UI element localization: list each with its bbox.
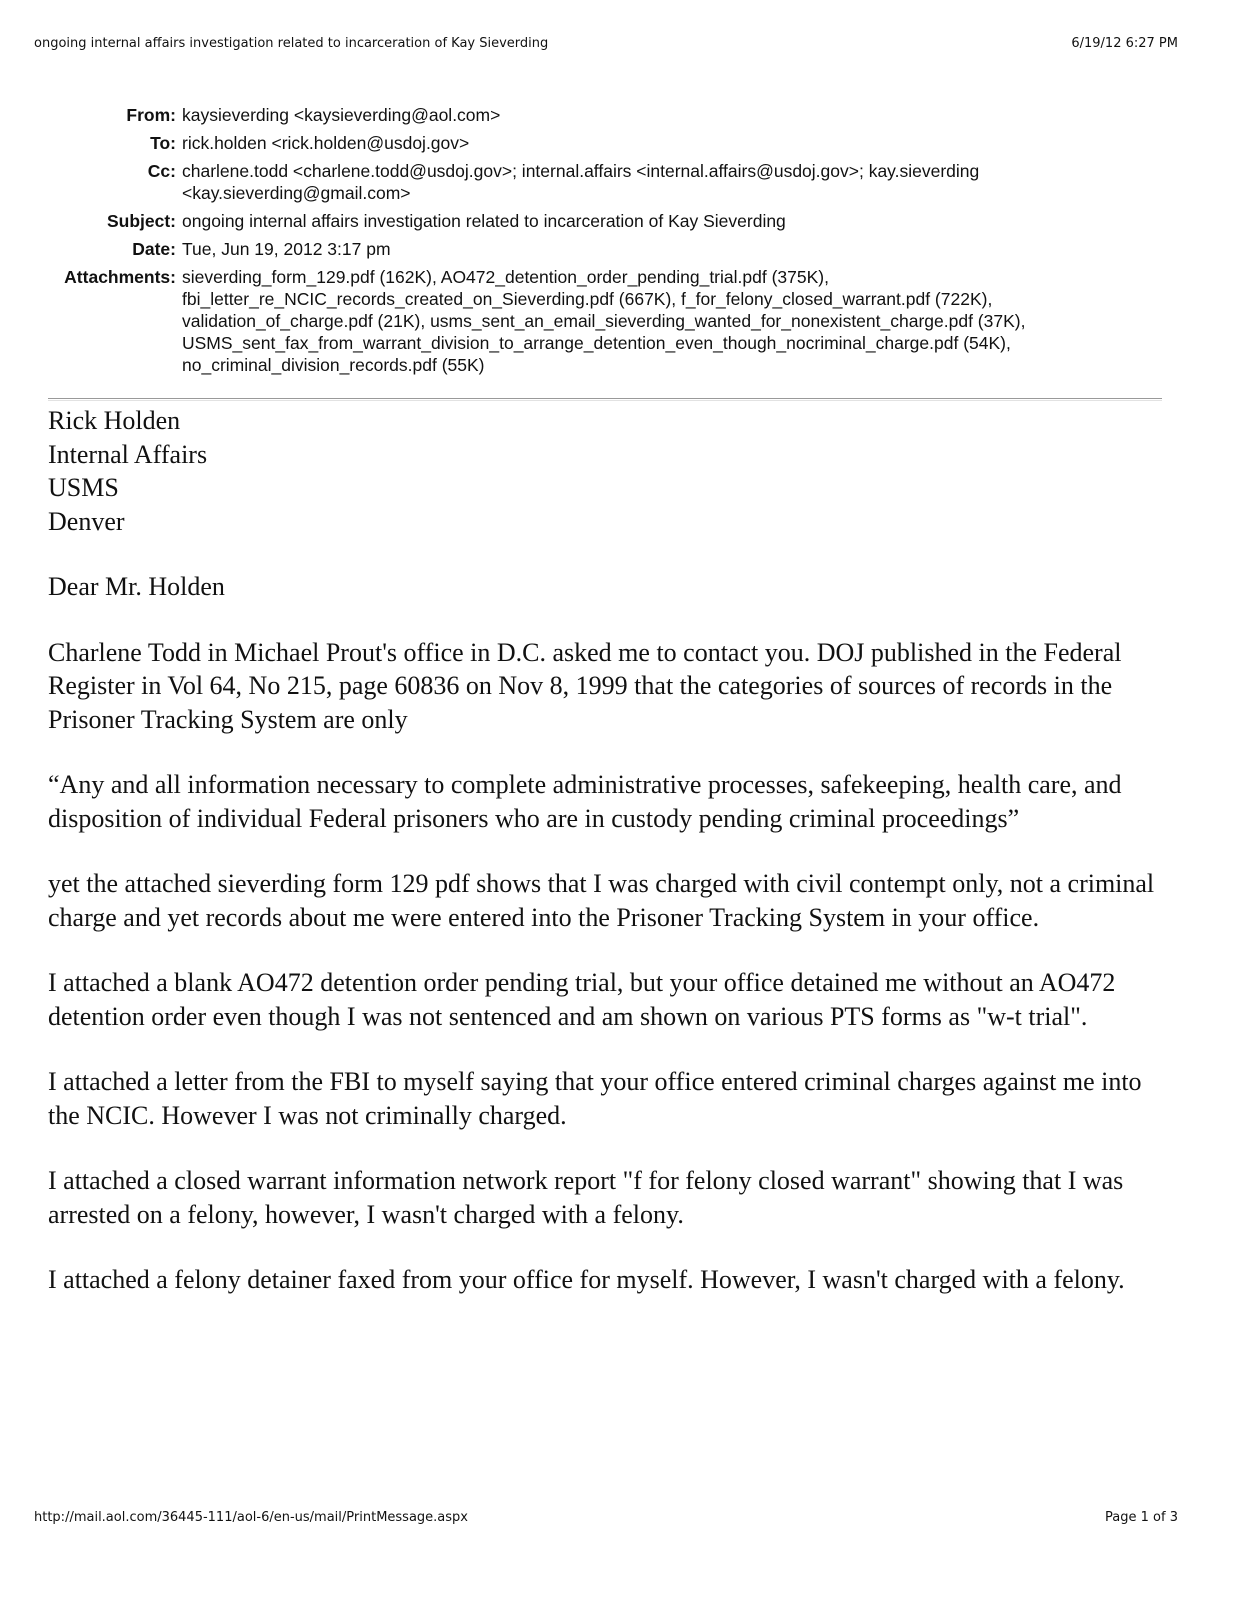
attachments-row xyxy=(40,266,1176,376)
date-value: Tue, Jun 19, 2012 3:17 pm xyxy=(182,239,391,259)
attachments-label: Attachments: xyxy=(64,267,176,287)
address-line: Rick Holden xyxy=(48,406,181,435)
subject-value: ongoing internal affairs investigation related to incarceration of Kay Sieverding xyxy=(182,211,786,231)
salutation: Dear Mr. Holden xyxy=(48,572,225,601)
from-row xyxy=(40,104,1176,126)
header-divider xyxy=(48,398,1162,401)
body-paragraph: I attached a blank AO472 detention order pending trial, but your office detained me without an AO472 detention order even though I was not sentenced and am shown on various PTS forms as "w-t trial". xyxy=(48,968,1116,1031)
body-paragraph: yet the attached sieverding form 129 pdf shows that I was charged with civil contempt only, not a criminal charge and yet records about me were entered into the Prisoner Tracking System in your office. xyxy=(48,869,1155,932)
attachment-line[interactable]: validation_of_charge.pdf (21K), usms_sent_an_email_sieverding_wanted_for_nonexistent_charge.pdf (37K), xyxy=(182,311,1026,331)
body-paragraph: I attached a closed warrant information network report "f for felony closed warrant" showing that I was arrested on a felony, however, I wasn't charged with a felony. xyxy=(48,1166,1124,1229)
print-header-title: ongoing internal affairs investigation related to incarceration of Kay Sieverding xyxy=(34,36,549,51)
to-value: rick.holden <rick.holden@usdoj.gov> xyxy=(182,133,470,153)
subject-label: Subject: xyxy=(106,211,176,231)
print-header xyxy=(34,36,1178,51)
cc-label: Cc: xyxy=(147,161,176,181)
attachment-line[interactable]: sieverding_form_129.pdf (162K), AO472_detention_order_pending_trial.pdf (375K), xyxy=(182,267,829,287)
address-line: Internal Affairs xyxy=(48,439,208,469)
subject-row xyxy=(40,210,1176,232)
recipient-address xyxy=(48,404,1166,538)
cc-value xyxy=(182,160,1176,204)
address-line: USMS xyxy=(48,473,119,502)
from-label: From: xyxy=(126,105,176,125)
body-paragraph: “Any and all information necessary to complete administrative processes, safekeeping, health care, and disposition of individual Federal prisoners who are in custody pending criminal proceedings” xyxy=(48,770,1122,833)
to-row xyxy=(40,132,1176,154)
cc-row xyxy=(40,160,1176,204)
body-paragraph: Charlene Todd in Michael Prout's office in D.C. asked me to contact you. DOJ published in the Federal Register in Vol 64, No 215, page 60836 on Nov 8, 1999 that the categories of sources of records in the Prisoner Tracking System are only xyxy=(48,637,1122,734)
to-label: To: xyxy=(150,133,176,153)
cc-line: <kay.sieverding@gmail.com> xyxy=(182,183,411,203)
body-paragraph: I attached a letter from the FBI to myself saying that your office entered criminal charges against me into the NCIC. However I was not criminally charged. xyxy=(48,1067,1142,1130)
address-line: Denver xyxy=(48,506,125,536)
message-body xyxy=(48,404,1166,1329)
attachments-list xyxy=(182,266,1176,376)
page-number: Page 1 of 3 xyxy=(1105,1510,1178,1525)
attachment-line[interactable]: no_criminal_division_records.pdf (55K) xyxy=(182,355,485,375)
email-headers xyxy=(40,104,1176,382)
print-header-datetime: 6/19/12 6:27 PM xyxy=(1071,36,1178,51)
print-footer-url: http://mail.aol.com/36445-111/aol-6/en-us/mail/PrintMessage.aspx xyxy=(34,1510,468,1525)
date-row xyxy=(40,238,1176,260)
from-value: kaysieverding <kaysieverding@aol.com> xyxy=(182,105,501,125)
cc-line: charlene.todd <charlene.todd@usdoj.gov>; internal.affairs <internal.affairs@usdoj.gov>; kay.sieverding xyxy=(182,161,980,181)
date-label: Date: xyxy=(132,239,176,259)
body-paragraph: I attached a felony detainer faxed from your office for myself. However, I wasn't charged with a felony. xyxy=(48,1265,1125,1294)
print-footer xyxy=(34,1510,1178,1525)
attachment-line[interactable]: USMS_sent_fax_from_warrant_division_to_arrange_detention_even_though_nocriminal_charge.pdf (54K), xyxy=(182,333,1011,353)
attachment-line[interactable]: fbi_letter_re_NCIC_records_created_on_Sieverding.pdf (667K), f_for_felony_closed_warrant.pdf (722K), xyxy=(182,289,993,309)
